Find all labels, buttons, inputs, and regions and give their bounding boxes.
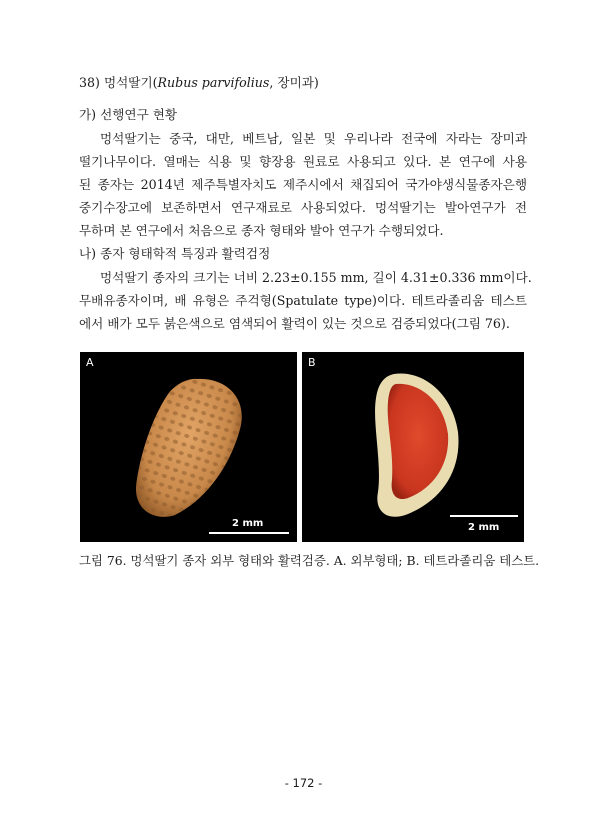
species-name: Rubus parvifolius [157,75,270,90]
scale-label-a: 2 mm [232,518,264,529]
section-title: 38) 멍석딸기(Rubus parvifolius, 장미과) [79,75,319,90]
panel-label-b: B [308,356,316,369]
subheading-morphology: 나) 종자 형태학적 특징과 활력검정 [79,246,271,261]
paragraph-line: 멍석딸기는 중국, 대만, 베트남, 일본 및 우리나라 전국에 자라는 장미과 [100,131,527,146]
paragraph-line: 에서 배가 모두 붉은색으로 염색되어 활력이 있는 것으로 검증되었다(그림 76). [79,316,510,331]
panel-label-a: A [86,356,94,369]
paragraph-line: 무하며 본 연구에서 처음으로 종자 형태와 발아 연구가 수행되었다. [79,223,444,238]
scale-label-b: 2 mm [468,522,500,533]
subheading-prior-research: 가) 선행연구 현황 [79,107,178,122]
seed-exterior-image [80,352,297,542]
paragraph-line: 멍석딸기 종자의 크기는 너비 2.23±0.155 mm, 길이 4.31±0.336 mm이다. [100,270,532,285]
figure-panel-b [302,352,524,542]
figure-caption: 그림 76. 멍석딸기 종자 외부 형태와 활력검증. A. 외부형태; B. 테트라졸리움 테스트. [79,553,540,568]
page-number: - 172 - [284,776,323,790]
scale-bar-b [450,515,518,517]
scale-bar-a [209,532,289,534]
figure-panel-a [80,352,297,542]
paragraph-line: 중기수장고에 보존하면서 연구재료로 사용되었다. 멍석딸기는 발아연구가 전 [79,200,527,215]
paragraph-line: 무배유종자이며, 배 유형은 주걱형(Spatulate type)이다. 테트라졸리움 테스트 [79,293,527,308]
tetrazolium-test-image [302,352,524,542]
paragraph-line: 떨기나무이다. 열매는 식용 및 향장용 원료로 사용되고 있다. 본 연구에 사용 [79,154,527,169]
paragraph-line: 된 종자는 2014년 제주특별자치도 제주시에서 채집되어 국가야생식물종자은행 [79,177,527,192]
